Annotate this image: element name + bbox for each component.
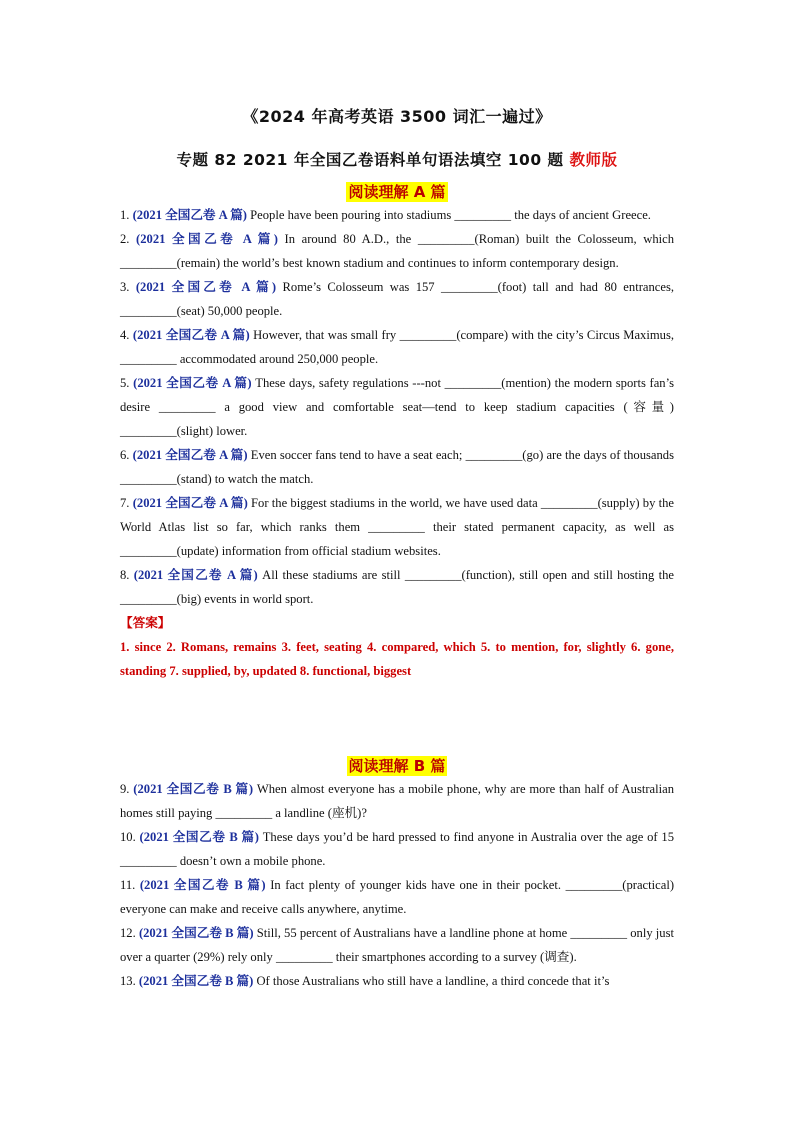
question-item [120, 873, 674, 921]
question-text: When almost everyone has a mobile phone, why are more than half of Australian homes still paying _________ a landline (座机)? [120, 782, 675, 820]
question-item [120, 777, 674, 825]
question-source-tag: (2021 全国乙卷 B 篇) [138, 974, 254, 988]
question-source-tag: (2021 全国乙卷 A 篇) [133, 568, 258, 582]
question-source-tag: (2021 全国乙卷 A 篇) [132, 448, 248, 462]
document-title: 《2024 年高考英语 3500 词汇一遍过》 [242, 107, 552, 126]
question-text: Rome’s Colosseum was 157 _________(foot) tall and had 80 entrances, _________(seat) 50,000 people. [120, 280, 674, 318]
question-source-tag: (2021 全国乙卷 A 篇) [132, 496, 248, 510]
question-number: 10. [120, 830, 136, 844]
section-b-heading: 阅读理解 B 篇 [348, 757, 446, 775]
question-number: 8. [120, 568, 130, 582]
question-source-tag: (2021 全国乙卷 A 篇) [136, 232, 278, 246]
question-number: 6. [120, 448, 130, 462]
question-text: For the biggest stadiums in the world, we have used data _________(supply) by the World Atlas list so far, which ranks them _________ their stated permanent capacity, as well as _________(update) information from official stadium websites. [120, 496, 675, 558]
question-number: 7. [120, 496, 130, 510]
section-a-questions [120, 203, 674, 611]
question-item [120, 227, 674, 275]
question-source-tag: (2021 全国乙卷 A 篇) [135, 280, 277, 294]
section-a-heading: 阅读理解 A 篇 [348, 183, 446, 201]
question-item [120, 921, 674, 969]
question-source-tag: (2021 全国乙卷 B 篇) [133, 782, 254, 796]
question-text: These days, safety regulations ---not _________(mention) the modern sports fan’s desire _________ a good view and comfortable seat—tend to keep stadium capacities (容量) _________(slight) lower. [120, 376, 675, 438]
question-text: People have been pouring into stadiums _________ the days of ancient Greece. [250, 208, 651, 222]
question-source-tag: (2021 全国乙卷 A 篇) [132, 208, 247, 222]
question-item [120, 323, 674, 371]
edition-label: 教师版 [569, 151, 618, 169]
question-number: 11. [120, 878, 136, 892]
question-text: In around 80 A.D., the _________(Roman) built the Colosseum, which _________(remain) the world’s best known stadium and continues to inform contemporary design. [120, 232, 674, 270]
answer-label: 【答案】 [120, 615, 171, 630]
question-text: Still, 55 percent of Australians have a landline phone at home _________ only just over a quarter (29%) rely only _________ their smartphones according to a survey (调查). [120, 926, 675, 964]
question-number: 9. [120, 782, 130, 796]
question-item [120, 491, 674, 563]
question-item [120, 969, 674, 993]
section-b-body [120, 777, 674, 993]
document-subtitle [0, 148, 794, 170]
question-number: 13. [120, 974, 136, 988]
answer-text: 1. since 2. Romans, remains 3. feet, seating 4. compared, which 5. to mention, for, slightly 6. gone, standing 7. supplied, by, updated 8. functional, biggest [120, 640, 674, 678]
question-item [120, 825, 674, 873]
question-text: In fact plenty of younger kids have one in their pocket. _________(practical) everyone can make and receive calls anywhere, anytime. [120, 878, 675, 916]
question-text: However, that was small fry _________(compare) with the city’s Circus Maximus, _________ accommodated around 250,000 people. [120, 328, 674, 366]
question-number: 12. [120, 926, 136, 940]
section-a-body [120, 203, 674, 683]
subtitle-text: 专题 82 2021 年全国乙卷语料单句语法填空 100 题 [176, 151, 564, 169]
question-item [120, 563, 674, 611]
question-number: 2. [120, 232, 130, 246]
section-b-questions [120, 777, 674, 993]
question-source-tag: (2021 全国乙卷 B 篇) [138, 926, 254, 940]
question-source-tag: (2021 全国乙卷 A 篇) [133, 376, 252, 390]
question-number: 5. [120, 376, 130, 390]
question-item [120, 275, 674, 323]
question-item [120, 443, 674, 491]
question-text: Of those Australians who still have a landline, a third concede that it’s [256, 974, 610, 988]
question-number: 3. [120, 280, 130, 294]
question-source-tag: (2021 全国乙卷 A 篇) [132, 328, 250, 342]
question-source-tag: (2021 全国乙卷 B 篇) [139, 878, 266, 892]
question-item [120, 371, 674, 443]
question-number: 4. [120, 328, 130, 342]
question-text: All these stadiums are still _________(function), still open and still hosting the _________(big) events in world sport. [120, 568, 674, 606]
question-number: 1. [120, 208, 130, 222]
question-item [120, 203, 674, 227]
question-text: Even soccer fans tend to have a seat each; _________(go) are the days of thousands _________(stand) to watch the match. [120, 448, 675, 486]
question-source-tag: (2021 全国乙卷 B 篇) [139, 830, 259, 844]
question-text: These days you’d be hard pressed to find anyone in Australia over the age of 15 _________ doesn’t own a mobile phone. [120, 830, 674, 868]
